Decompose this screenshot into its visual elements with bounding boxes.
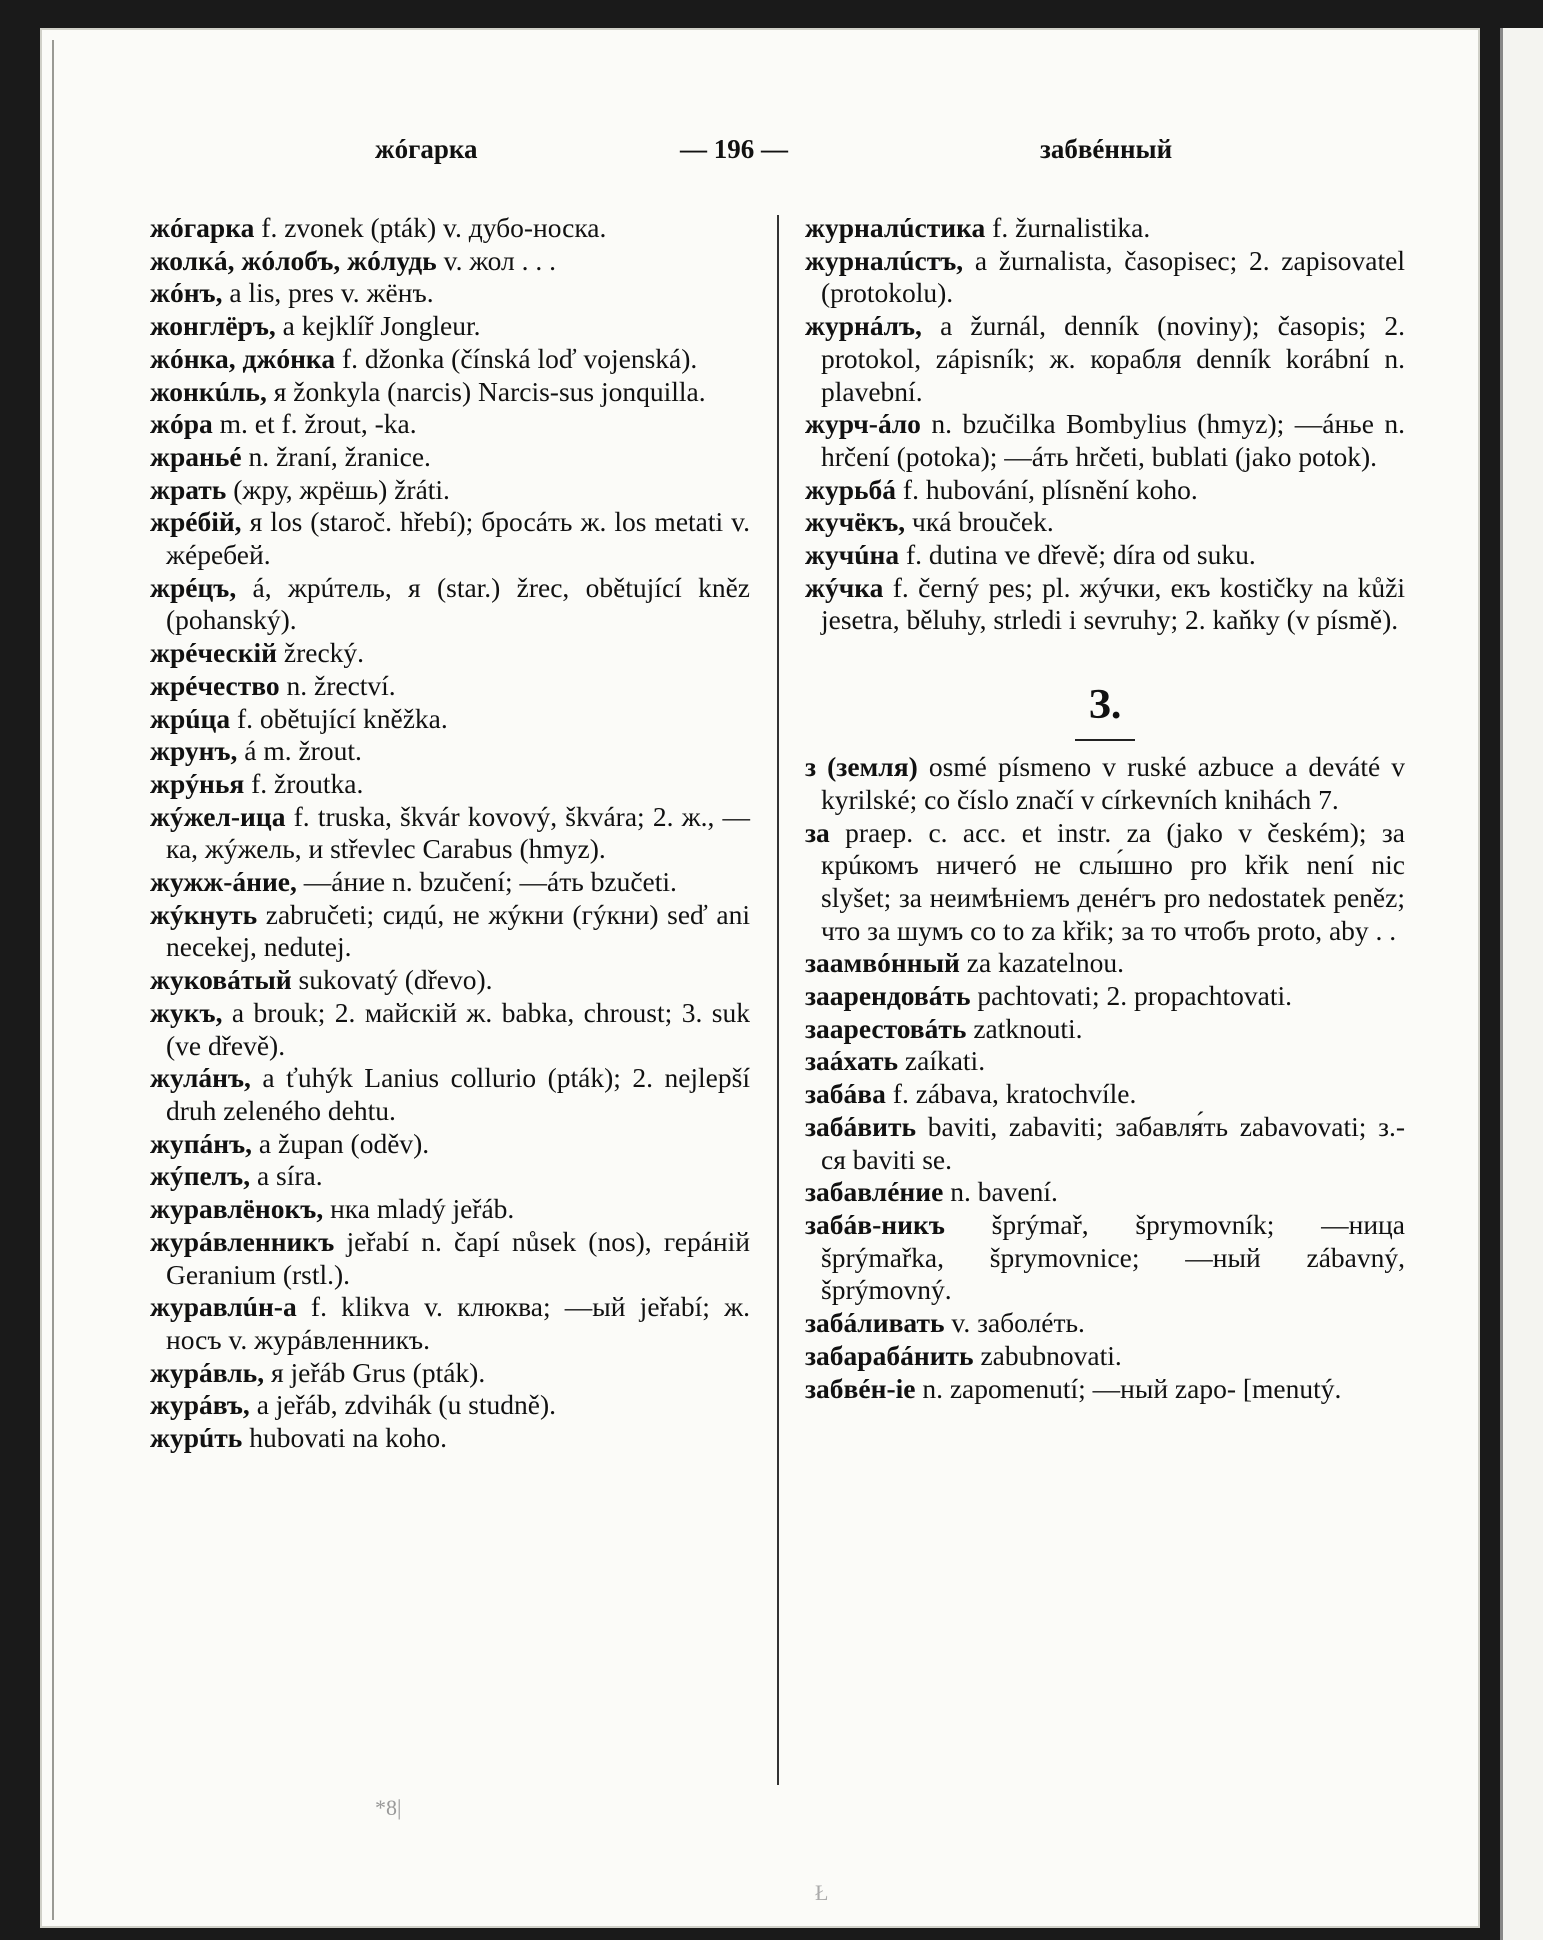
dictionary-entry [805, 506, 1405, 539]
entry-definition: jeřabí n. čapí nůsek (nos), герáнiй Geranium (rstl.). [166, 1225, 750, 1290]
dictionary-entry [150, 1357, 750, 1390]
entry-definition: f. obětující kněžka. [230, 702, 448, 734]
entry-definition: za kazatelnou. [959, 947, 1125, 979]
entry-definition: f. zábava, kratochvíle. [885, 1078, 1137, 1110]
entry-headword: жрýнья [150, 767, 245, 799]
section-letter [805, 675, 1405, 741]
header-left-guide-word: жóгарка [375, 134, 478, 164]
dictionary-entry [805, 1307, 1405, 1340]
dictionary-entry [150, 277, 750, 310]
dictionary-entry [150, 637, 750, 670]
entry-headword: забвéн-iе [805, 1372, 916, 1404]
entry-definition: a jeřáb, zdvihák (u studně). [249, 1389, 557, 1421]
entry-headword: журч-áло [805, 408, 921, 440]
page-number: — 196 — [680, 134, 788, 164]
dictionary-entry [150, 899, 750, 964]
entry-definition: a župan (oděv). [252, 1127, 430, 1159]
entry-headword: заарендовáть [805, 980, 971, 1012]
dictionary-entry [805, 310, 1405, 408]
entry-headword: жрéческiй [150, 637, 278, 669]
section-rule [1075, 739, 1135, 741]
right-column [805, 212, 1405, 1405]
section-letter-text: З. [1088, 682, 1122, 729]
entry-definition: á m. žrout. [237, 735, 362, 767]
entry-headword: жóра [150, 408, 213, 440]
dictionary-entry [150, 1160, 750, 1193]
dictionary-entry [150, 310, 750, 343]
entry-definition: a ťuhýk Lanius collurio (pták); 2. nejlepší druh zeleného dehtu. [166, 1062, 750, 1126]
dictionary-entry [150, 474, 750, 507]
entry-definition: hubovati na koho. [242, 1422, 448, 1454]
entry-definition: praep. c. acc. et instr. za (jako v českém); за крúкомъ ничегó не слы́шно pro křik není nic slyšet; за неимѣнiемъ денéгъ pro nedostatek peněz; что за шумъ co to za křik; за то чтобъ proto, aby . . [821, 816, 1405, 946]
dictionary-entry [150, 245, 750, 278]
entry-definition: (жру, жрёшь) žráti. [226, 473, 450, 505]
dictionary-entry [805, 1340, 1405, 1373]
dictionary-entry [805, 1045, 1405, 1078]
entry-headword: забáв-никъ [805, 1208, 945, 1240]
entry-definition: f. dutina ve dřevě; díra od suku. [899, 539, 1256, 571]
entry-headword: жрéчество [150, 669, 280, 701]
dictionary-entry [150, 408, 750, 441]
dictionary-entry [150, 964, 750, 997]
entry-definition: v. заболéть. [944, 1307, 1085, 1339]
entry-headword: забавлéние [805, 1176, 944, 1208]
entry-headword: журúть [150, 1422, 243, 1454]
dictionary-entry [805, 212, 1405, 245]
bottom-mark: Ł [815, 1880, 829, 1905]
entry-headword: журавлёнокъ, [150, 1193, 324, 1225]
entry-headword: жонкúль, [150, 375, 267, 407]
dictionary-entry [150, 506, 750, 571]
dictionary-entry [805, 1111, 1405, 1176]
entry-definition: zatknouti. [966, 1012, 1083, 1044]
entry-definition: žrecký. [277, 637, 365, 669]
entry-headword: жýкнуть [150, 898, 258, 930]
dictionary-entry [805, 751, 1405, 816]
entry-definition: a síra. [250, 1160, 323, 1192]
dictionary-entry [150, 670, 750, 703]
dictionary-entry [805, 817, 1405, 948]
entry-definition: f. truska, škvár kovový, škvára; 2. ж., —ка, жýжель, и střevlec Carabus (hmyz). [166, 800, 750, 865]
entry-definition: zabručeti; сидú, не жýкни (гýкни) seď ani necekej, nedutej. [166, 898, 750, 963]
dictionary-entry [150, 1062, 750, 1127]
entry-definition: á, жрúтель, я (star.) žrec, obětující kněz (pohanský). [166, 571, 750, 636]
dictionary-entry [150, 1291, 750, 1356]
entry-headword: жрéцъ, [150, 571, 237, 603]
dictionary-entry [805, 245, 1405, 310]
entry-definition: šprýmař, šprymovník; —ница šprýmařka, šprymovnice; —ный zábavný, šprýmovný. [821, 1208, 1405, 1306]
left-column [150, 212, 750, 1455]
dictionary-entry [805, 1209, 1405, 1307]
entry-headword: жукъ, [150, 996, 223, 1028]
entry-headword: журнáлъ, [805, 310, 922, 342]
header-right-guide-word: забвéнный [1040, 134, 1173, 164]
entry-definition: —áние n. bzučení; —áть bzučeti. [296, 866, 677, 898]
entry-headword: з (земля) [805, 751, 918, 783]
entry-definition: zabubnovati. [973, 1339, 1122, 1371]
entry-headword: жрéбiй, [150, 506, 242, 538]
entry-headword: жýпелъ, [150, 1160, 251, 1192]
entry-definition: чкá brouček. [905, 506, 1054, 538]
entry-headword: жрúца [150, 702, 231, 734]
column-divider [777, 215, 779, 1785]
dictionary-entry [150, 1422, 750, 1455]
printer-mark: *8| [375, 1795, 402, 1820]
dictionary-entry [150, 703, 750, 736]
entry-definition: pachtovati; 2. propachtovati. [970, 980, 1293, 1012]
dictionary-entry [805, 474, 1405, 507]
entry-headword: журавлúн-а [150, 1291, 297, 1323]
entry-definition: я los (staroč. hřebí); бросáть ж. los metati v. жéребей. [166, 506, 750, 571]
dictionary-entry [150, 572, 750, 637]
entry-definition: a žurnalista, časopisec; 2. zapisovatel (protokolu). [821, 244, 1405, 309]
dictionary-entry [150, 1226, 750, 1291]
entry-definition: zaíkati. [898, 1045, 986, 1077]
entry-headword: журáвъ, [150, 1389, 250, 1421]
entry-definition: m. et f. žrout, -ka. [212, 408, 417, 440]
page-binding-edge [52, 40, 54, 1920]
entry-definition: sukovatý (dřevo). [291, 964, 493, 996]
entry-definition: нка mladý jeřáb. [323, 1193, 515, 1225]
entry-headword: журналúстика [805, 212, 986, 243]
entry-headword: заамвóнный [805, 947, 960, 979]
entry-headword: журáвленникъ [150, 1225, 335, 1257]
dictionary-entry [150, 768, 750, 801]
entry-definition: a kejklíř Jongleur. [275, 310, 481, 342]
entry-headword: жýчка [805, 571, 884, 603]
entry-definition: a žurnál, denník (noviny); časopis; 2. protokol, zápisník; ж. корабля denník korábní n. plavební. [821, 310, 1405, 407]
adjacent-page-strip [1500, 28, 1543, 1940]
entry-headword: жолкá, жóлобъ, жóлудь [150, 244, 437, 276]
entry-definition: я jeřáb Grus (pták). [264, 1356, 486, 1388]
entry-headword: жуковáтый [150, 964, 292, 996]
entry-definition: osmé písmeno v ruské azbuce a deváté v kyrilské; co číslo značí v církevních knihách 7. [821, 751, 1405, 815]
dictionary-entry [805, 408, 1405, 473]
dictionary-entry [805, 572, 1405, 637]
entry-definition: f. černý pes; pl. жýчки, екъ kostičky na kůži jesetra, běluhy, strledi i sevruhy; 2. kaňky (v písmě). [821, 571, 1405, 636]
entry-definition: f. hubování, plísnění koho. [896, 473, 1198, 505]
dictionary-entry [150, 1128, 750, 1161]
dictionary-entry [805, 980, 1405, 1013]
entry-definition: a lis, pres v. жёнъ. [222, 277, 434, 309]
dictionary-entry [805, 1373, 1405, 1406]
entry-headword: жонглёръ, [150, 310, 276, 342]
entry-headword: жрунъ, [150, 735, 238, 767]
dictionary-entry [805, 1176, 1405, 1209]
entry-headword: заáхать [805, 1045, 899, 1077]
entry-definition: я žonkyla (narcis) Narcis-sus jonquilla. [266, 375, 706, 407]
entry-headword: жулáнъ, [150, 1062, 251, 1094]
entry-headword: жупáнъ, [150, 1127, 253, 1159]
entry-headword: за [805, 816, 830, 848]
entry-headword: жóгарка [150, 212, 255, 243]
entry-definition: n. zapomenutí; —ный zapo- [menutý. [915, 1372, 1342, 1404]
dictionary-entry [150, 1389, 750, 1422]
dictionary-entry [150, 1193, 750, 1226]
entry-definition: n. bzučilka Bombylius (hmyz); —áнье n. hrčení (potoka); —áть hrčeti, bublati (jako potok). [821, 408, 1405, 472]
dictionary-entry [150, 997, 750, 1062]
dictionary-entry [805, 947, 1405, 980]
entry-headword: журьбá [805, 473, 897, 505]
dictionary-entry [150, 441, 750, 474]
entry-headword: жóнъ, [150, 277, 223, 309]
entry-headword: журналúстъ, [805, 244, 964, 276]
dictionary-entry [805, 1078, 1405, 1111]
entry-definition: f. žurnalistika. [985, 212, 1151, 243]
entry-headword: жóнка, джóнка [150, 342, 336, 374]
entry-definition: n. bavení. [943, 1176, 1058, 1208]
dictionary-entry [150, 735, 750, 768]
dictionary-entry [150, 212, 750, 245]
entry-definition: f. zvonek (pták) v. дубо-носка. [254, 212, 607, 243]
entry-headword: забáвить [805, 1110, 917, 1142]
entry-headword: жужж-áние, [150, 866, 297, 898]
dictionary-entry [805, 1013, 1405, 1046]
dictionary-entry [150, 376, 750, 409]
entry-definition: a brouk; 2. майскiй ж. babka, chroust; 3. suk (ve dřevě). [166, 996, 750, 1061]
entry-definition: f. džonka (čínská loď vojenská). [335, 342, 698, 374]
dictionary-entry [805, 539, 1405, 572]
entry-headword: журáвль, [150, 1356, 265, 1388]
entry-headword: забарабáнить [805, 1339, 974, 1371]
entry-definition: f. žroutka. [244, 767, 364, 799]
dictionary-entry [150, 866, 750, 899]
entry-headword: жýжел-ица [150, 800, 286, 832]
entry-definition: baviti, zabaviti; забавля́ть zabavovati; з.-ся baviti se. [821, 1110, 1405, 1175]
entry-headword: жучúна [805, 539, 900, 571]
entry-headword: жраньé [150, 440, 242, 472]
entry-headword: забáва [805, 1078, 886, 1110]
entry-headword: забáливать [805, 1307, 945, 1339]
entry-definition: n. žraní, žranice. [241, 440, 431, 472]
entry-headword: заарестовáть [805, 1012, 967, 1044]
dictionary-entry [150, 801, 750, 866]
dictionary-entry [150, 343, 750, 376]
entry-definition: f. klikva v. клюква; —ый jeřabí; ж. носъ v. журáвленникъ. [166, 1291, 750, 1355]
entry-definition: n. žrectví. [279, 669, 396, 701]
entry-definition: v. жол . . . [436, 244, 556, 276]
entry-headword: жучёкъ, [805, 506, 906, 538]
entry-headword: жрать [150, 473, 227, 505]
